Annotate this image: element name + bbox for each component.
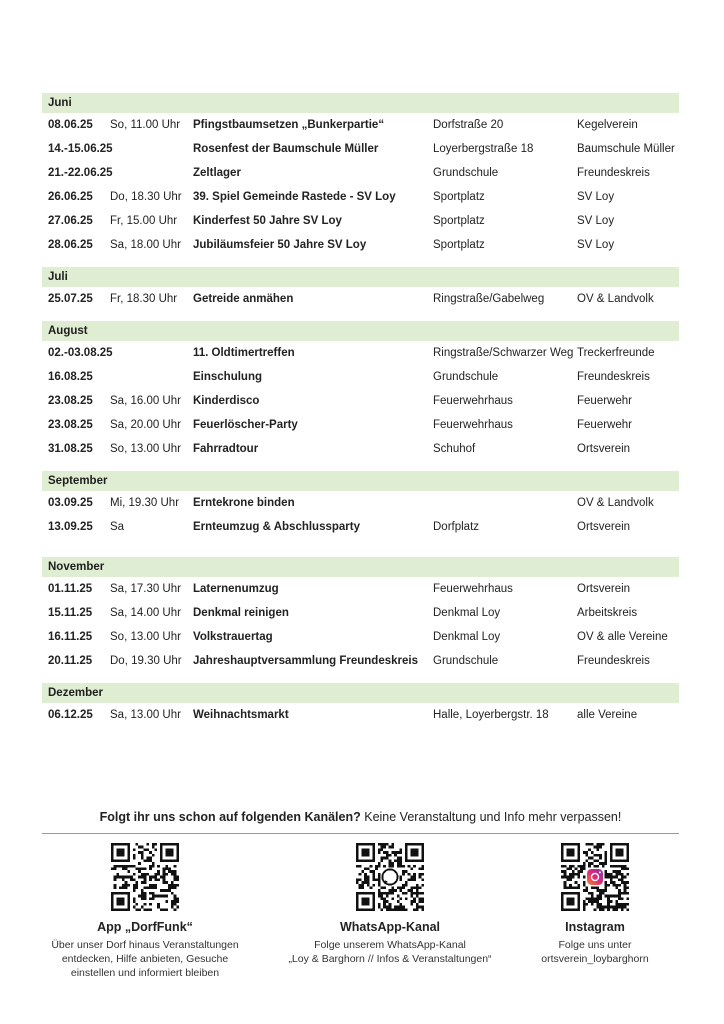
event-organizer: Kegelverein: [577, 119, 638, 131]
month-september: [42, 471, 679, 539]
month-header: Juni: [42, 93, 679, 113]
event-date: 28.06.25: [48, 239, 93, 251]
month-june: [42, 93, 679, 257]
channel-app-dorffunk: [35, 843, 255, 980]
event-row: [42, 625, 679, 649]
event-date: 08.06.25: [48, 119, 93, 131]
channel-title: Instagram: [565, 920, 625, 934]
event-date: 14.-15.06.25: [48, 143, 113, 155]
channel-desc-line: Über unser Dorf hinaus Veranstaltungen: [51, 939, 239, 951]
channel-whatsapp: [280, 843, 500, 966]
event-organizer: SV Loy: [577, 215, 615, 227]
month-header: September: [42, 471, 679, 491]
event-time: Sa, 13.00 Uhr: [110, 709, 181, 721]
event-place: Sportplatz: [433, 239, 485, 251]
event-organizer: Ortsverein: [577, 443, 631, 455]
event-time: So, 11.00 Uhr: [110, 119, 181, 131]
event-place: Dorfstraße 20: [433, 119, 504, 131]
event-time: Mi, 19.30 Uhr: [110, 497, 180, 509]
event-organizer: OV & Landvolk: [577, 293, 654, 305]
month-header: August: [42, 321, 679, 341]
footer-lead-rest: Keine Veranstaltung und Info mehr verpassen!: [360, 810, 622, 824]
event-place: Sportplatz: [433, 215, 485, 227]
event-schedule: [42, 93, 679, 727]
event-title: Kinderfest 50 Jahre SV Loy: [193, 215, 342, 227]
channel-title: WhatsApp-Kanal: [340, 920, 440, 934]
event-time: Sa: [110, 521, 125, 533]
event-place: Sportplatz: [433, 191, 485, 203]
month-december: [42, 683, 679, 727]
channel-desc-line: „Loy & Barghorn // Infos & Veranstaltungen“: [288, 953, 492, 965]
event-row: [42, 577, 679, 601]
event-date: 23.08.25: [48, 395, 93, 407]
event-time: So, 13.00 Uhr: [110, 443, 181, 455]
event-row: [42, 491, 679, 515]
event-row: [42, 515, 679, 539]
event-place: Feuerwehrhaus: [433, 395, 513, 407]
event-row: [42, 209, 679, 233]
event-row: [42, 413, 679, 437]
month-july: [42, 267, 679, 311]
event-row: [42, 365, 679, 389]
event-row: [42, 137, 679, 161]
event-organizer: Ortsverein: [577, 521, 631, 533]
event-title: Einschulung: [193, 371, 262, 383]
event-row: [42, 287, 679, 311]
event-title: 39. Spiel Gemeinde Rastede - SV Loy: [193, 191, 396, 203]
event-organizer: Feuerwehr: [577, 395, 632, 407]
event-time: So, 13.00 Uhr: [110, 631, 181, 643]
month-header: Dezember: [42, 683, 679, 703]
event-organizer: SV Loy: [577, 239, 615, 251]
event-place: Halle, Loyerbergstr. 18: [433, 709, 549, 721]
event-title: Erntekrone binden: [193, 497, 295, 509]
event-time: Sa, 16.00 Uhr: [110, 395, 181, 407]
event-time: Sa, 18.00 Uhr: [110, 239, 181, 251]
event-title: Jubiläumsfeier 50 Jahre SV Loy: [193, 239, 367, 251]
event-date: 01.11.25: [48, 583, 93, 595]
event-row: [42, 185, 679, 209]
channel-description: [35, 938, 255, 980]
event-place: Feuerwehrhaus: [433, 583, 513, 595]
event-row: [42, 341, 679, 365]
event-place: Denkmal Loy: [433, 607, 501, 619]
event-title: Zeltlager: [193, 167, 241, 179]
event-organizer: alle Vereine: [577, 709, 638, 721]
event-organizer: SV Loy: [577, 191, 615, 203]
event-title: Ernteumzug & Abschlussparty: [193, 521, 360, 533]
event-row: [42, 161, 679, 185]
event-title: Weihnachtsmarkt: [193, 709, 289, 721]
channel-desc-line: Folge uns unter: [558, 939, 632, 951]
event-date: 23.08.25: [48, 419, 93, 431]
event-time: Do, 18.30 Uhr: [110, 191, 182, 203]
event-place: Grundschule: [433, 371, 499, 383]
channel-instagram: [485, 843, 705, 966]
event-organizer: Arbeitskreis: [577, 607, 638, 619]
event-date: 06.12.25: [48, 709, 93, 721]
month-header: Juli: [42, 267, 679, 287]
event-row: [42, 601, 679, 625]
event-place: Ringstraße/Gabelweg: [433, 293, 545, 305]
footer-lead-text: [42, 810, 679, 824]
event-date: 21.-22.06.25: [48, 167, 113, 179]
event-time: Fr, 18.30 Uhr: [110, 293, 178, 305]
event-place: Schuhof: [433, 443, 476, 455]
event-row: [42, 649, 679, 673]
event-title: Feuerlöscher-Party: [193, 419, 298, 431]
event-place: Dorfplatz: [433, 521, 480, 533]
event-organizer: Treckerfreunde: [577, 347, 655, 359]
event-date: 16.08.25: [48, 371, 93, 383]
event-place: Grundschule: [433, 167, 499, 179]
qr-code-icon[interactable]: [111, 843, 179, 911]
event-date: 13.09.25: [48, 521, 93, 533]
event-organizer: Freundeskreis: [577, 655, 650, 667]
channel-desc-line: Folge unserem WhatsApp-Kanal: [314, 939, 466, 951]
event-title: Rosenfest der Baumschule Müller: [193, 143, 379, 155]
month-august: [42, 321, 679, 461]
channel-title: App „DorfFunk“: [97, 920, 193, 934]
event-row: [42, 437, 679, 461]
event-row: [42, 389, 679, 413]
event-date: 26.06.25: [48, 191, 93, 203]
event-organizer: Freundeskreis: [577, 371, 650, 383]
footer-divider: [42, 833, 679, 834]
event-date: 15.11.25: [48, 607, 93, 619]
event-place: Grundschule: [433, 655, 499, 667]
event-row: [42, 113, 679, 137]
event-title: Volkstrauertag: [193, 631, 273, 643]
event-time: Sa, 17.30 Uhr: [110, 583, 181, 595]
event-title: Laternenumzug: [193, 583, 279, 595]
channel-desc-line: ortsverein_loybarghorn: [541, 953, 649, 965]
footer-lead-bold: Folgt ihr uns schon auf folgenden Kanälen?: [99, 810, 361, 824]
event-time: Fr, 15.00 Uhr: [110, 215, 178, 227]
event-date: 25.07.25: [48, 293, 93, 305]
channel-desc-line: einstellen und informiert bleiben: [70, 967, 220, 979]
event-date: 02.-03.08.25: [48, 347, 113, 359]
event-title: Fahrradtour: [193, 443, 259, 455]
month-header: November: [42, 557, 679, 577]
event-title: 11. Oldtimertreffen: [193, 347, 295, 359]
event-date: 03.09.25: [48, 497, 93, 509]
event-time: Sa, 20.00 Uhr: [110, 419, 181, 431]
event-place: Denkmal Loy: [433, 631, 501, 643]
event-date: 31.08.25: [48, 443, 93, 455]
qr-code-whatsapp-icon[interactable]: [356, 843, 424, 911]
event-place: Loyerbergstraße 18: [433, 143, 534, 155]
event-place: Ringstraße/Schwarzer Weg: [433, 347, 574, 359]
event-title: Jahreshauptversammlung Freundeskreis: [193, 655, 418, 667]
event-organizer: Baumschule Müller: [577, 143, 675, 155]
channel-description: [485, 938, 705, 966]
event-date: 20.11.25: [48, 655, 93, 667]
event-title: Denkmal reinigen: [193, 607, 289, 619]
event-date: 16.11.25: [48, 631, 93, 643]
event-organizer: Freundeskreis: [577, 167, 650, 179]
month-november: [42, 557, 679, 673]
event-title: Pfingstbaumsetzen „Bunkerpartie“: [193, 119, 385, 131]
event-organizer: Feuerwehr: [577, 419, 632, 431]
event-title: Kinderdisco: [193, 395, 260, 407]
event-row: [42, 703, 679, 727]
channel-desc-line: entdecken, Hilfe anbieten, Gesuche: [61, 953, 229, 965]
event-row: [42, 233, 679, 257]
event-place: Feuerwehrhaus: [433, 419, 513, 431]
event-date: 27.06.25: [48, 215, 93, 227]
event-time: Do, 19.30 Uhr: [110, 655, 182, 667]
event-organizer: Ortsverein: [577, 583, 631, 595]
instagram-logo-icon: [587, 869, 603, 885]
event-organizer: OV & alle Vereine: [577, 631, 668, 643]
qr-code-instagram-icon[interactable]: [561, 843, 629, 911]
event-organizer: OV & Landvolk: [577, 497, 654, 509]
event-time: Sa, 14.00 Uhr: [110, 607, 181, 619]
event-title: Getreide anmähen: [193, 293, 294, 305]
channel-description: [280, 938, 500, 966]
